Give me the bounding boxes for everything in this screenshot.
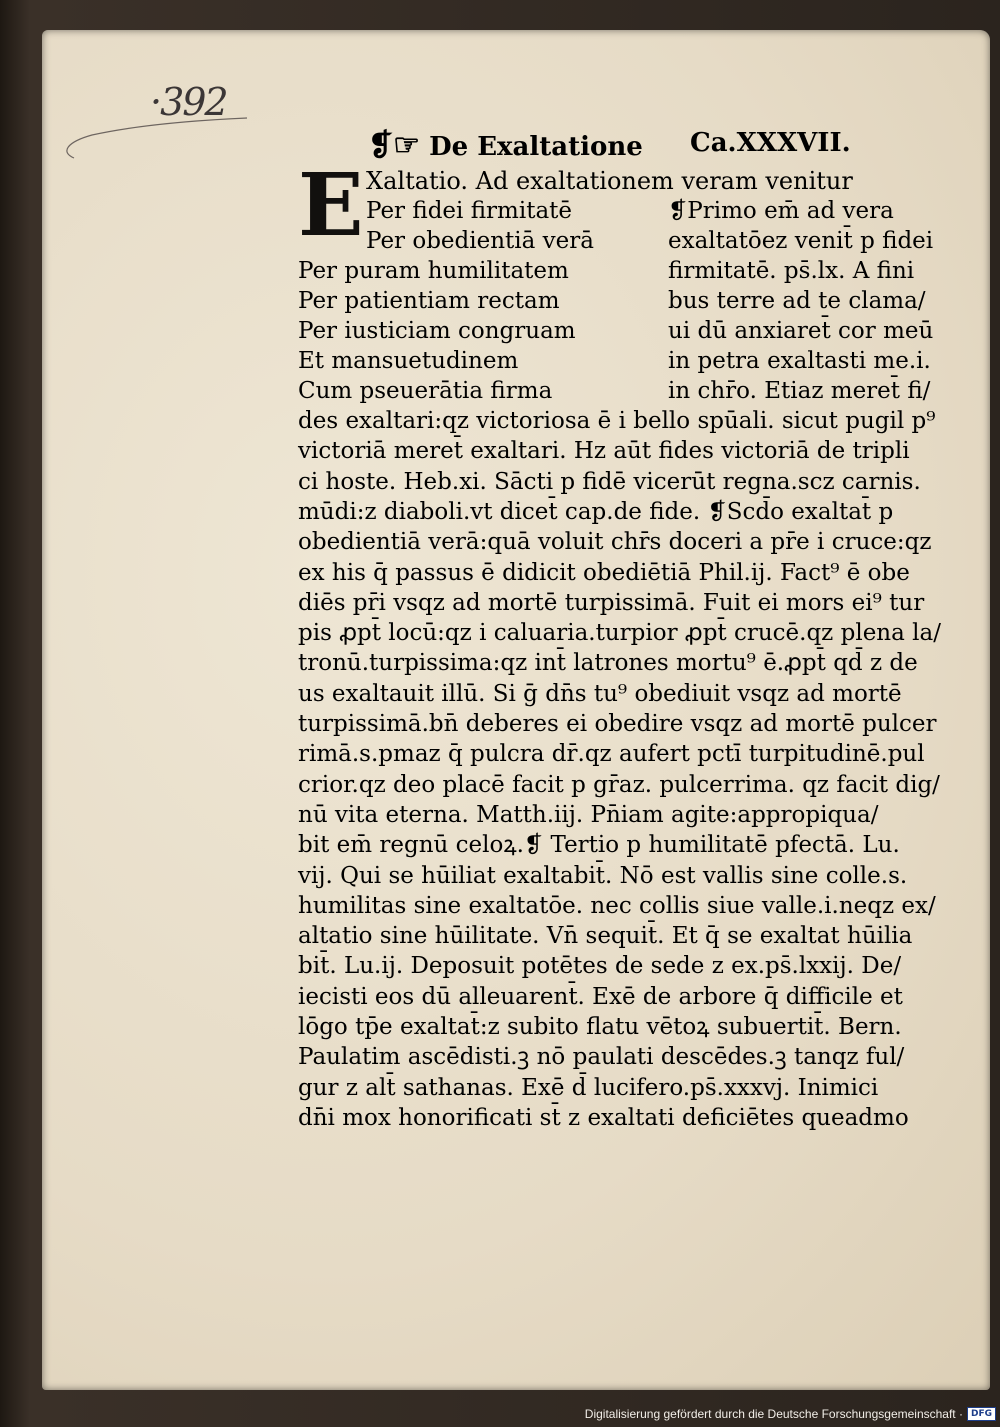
body-line: turpissimā.bn̄ deberes ei obedire vsqz ad mortē pulcer: [298, 711, 937, 737]
pilcrow-hand-icon: ❡☞: [368, 128, 421, 163]
chapter-title: De Exaltatione: [429, 132, 643, 162]
body-line: nū vita eterna. Matth.iij. Pn̄iam agite:appropiqua/: [298, 801, 879, 828]
body-line: iecisti eos dū alleuarent̄. Exē de arbore q̄ difficile et: [298, 983, 903, 1010]
body-line: gur z alt̄ sathanas. Exē d̄ lucifero.ps̄.xxxvj. Inimici: [298, 1074, 879, 1101]
left-column-line: Per obedientiā verā: [366, 228, 594, 254]
body-line: lōgo tp̄e exaltat̄:z subito flatu vētoꝝ subuertit̄. Bern.: [298, 1014, 902, 1040]
footer-credit: Digitalisierung gefördert durch die Deutsche Forschungsgemeinschaft ·: [584, 1407, 963, 1421]
body-line: bit̄. Lu.ij. Deposuit potētes de sede z ex.ps̄.lxxij. De/: [298, 953, 902, 980]
left-column-line: Per puram humilitatem: [298, 258, 569, 284]
dfg-logo: DFG: [967, 1407, 996, 1421]
body-line: obedientiā verā:quā voluit chr̄s doceri a pr̄e i cruce:qz: [298, 529, 932, 556]
body-line: altatio sine hūilitate. Vn̄ sequit̄. Et q̄ se exaltat hūilia: [298, 923, 913, 950]
body-line: dn̄i mox honorificati st̄ z exaltati deficiētes queadmo: [298, 1104, 909, 1131]
left-column-line: Per fidei firmitatē: [366, 198, 573, 224]
body-line: humilitas sine exaltatōe. nec collis siue valle.i.neqz ex/: [298, 892, 936, 919]
chapter-number: Ca.XXXVII.: [690, 128, 851, 158]
right-column-line: in chr̄o. Etiaz meret̄ fi/: [668, 378, 931, 404]
right-column-line: firmitatē. ps̄.lx. A fini: [668, 258, 915, 284]
body-line: bit em̄ regnū celoꝝ.❡ Tertio p humilitatē pfectā. Lu.: [298, 832, 900, 859]
footer: [585, 1407, 996, 1421]
drop-initial: E: [298, 155, 364, 256]
body-line: ci hoste. Heb.xi. Sācti p fidē vicerūt regna.scz carnis.: [298, 468, 921, 495]
body-line: diēs pr̄i vsqz ad mortē turpissimā. Fuit ei mors ei⁹ tur: [298, 589, 925, 616]
right-column-line: bus terre ad te clama/: [668, 288, 926, 314]
left-column-line: Et mansuetudinem: [298, 348, 519, 374]
body-line: mūdi:z diaboli.vt dicet̄ cap.de fide. ❡Scd̄o exaltat̄ p: [298, 498, 894, 525]
body-line: Paulatim ascēdisti.ꝫ nō paulati descēdes.ꝫ tanqz ful/: [298, 1044, 905, 1071]
right-column-line: ui dū anxiaret̄ cor meū: [668, 318, 934, 344]
intro-line: Xaltatio. Ad exaltationem veram venitur: [366, 167, 853, 195]
right-column-line: ❡Primo em̄ ad vera: [668, 198, 894, 224]
folio-number: ·392: [150, 80, 227, 124]
right-column-line: exaltatōez venit̄ p fidei: [668, 228, 934, 254]
left-column-line: Per patientiam rectam: [298, 288, 560, 314]
chapter-heading: [368, 128, 958, 166]
body-line: tronū.turpissima:qz int̄ latrones mortu⁹ ē.ꝓpt̄ qd̄ z de: [298, 650, 918, 677]
body-line: pis ꝓpt̄ locū:qz i caluaria.turpior ꝓpt̄ crucē.qz plena la/: [298, 620, 941, 647]
body-line: vij. Qui se hūiliat exaltabit̄. Nō est vallis sine colle.s.: [298, 862, 908, 889]
left-column-line: Per iusticiam congruam: [298, 318, 576, 344]
body-line: ex his q̄ passus ē didicit obediētiā Phil.ij. Fact⁹ ē obe: [298, 559, 910, 586]
body-line: victoriā meret̄ exaltari. Hz aūt fides victoriā de tripli: [298, 438, 910, 465]
body-line: crior.qz deo placē facit p gr̄az. pulcerrima. qz facit dig/: [298, 771, 940, 798]
body-line: rimā.s.pmaz q̄ pulcra dr̄.qz aufert pctī turpitudinē.pul: [298, 741, 925, 768]
left-column-line: Cum pseuerātia firma: [298, 378, 553, 404]
body-line: des exaltari:qz victoriosa ē i bello spūali. sicut pugil p⁹: [298, 408, 936, 434]
body-line: us exaltauit illū. Si ḡ dn̄s tu⁹ obediuit vsqz ad mortē: [298, 680, 902, 707]
right-column-line: in petra exaltasti me.i.: [668, 348, 931, 374]
